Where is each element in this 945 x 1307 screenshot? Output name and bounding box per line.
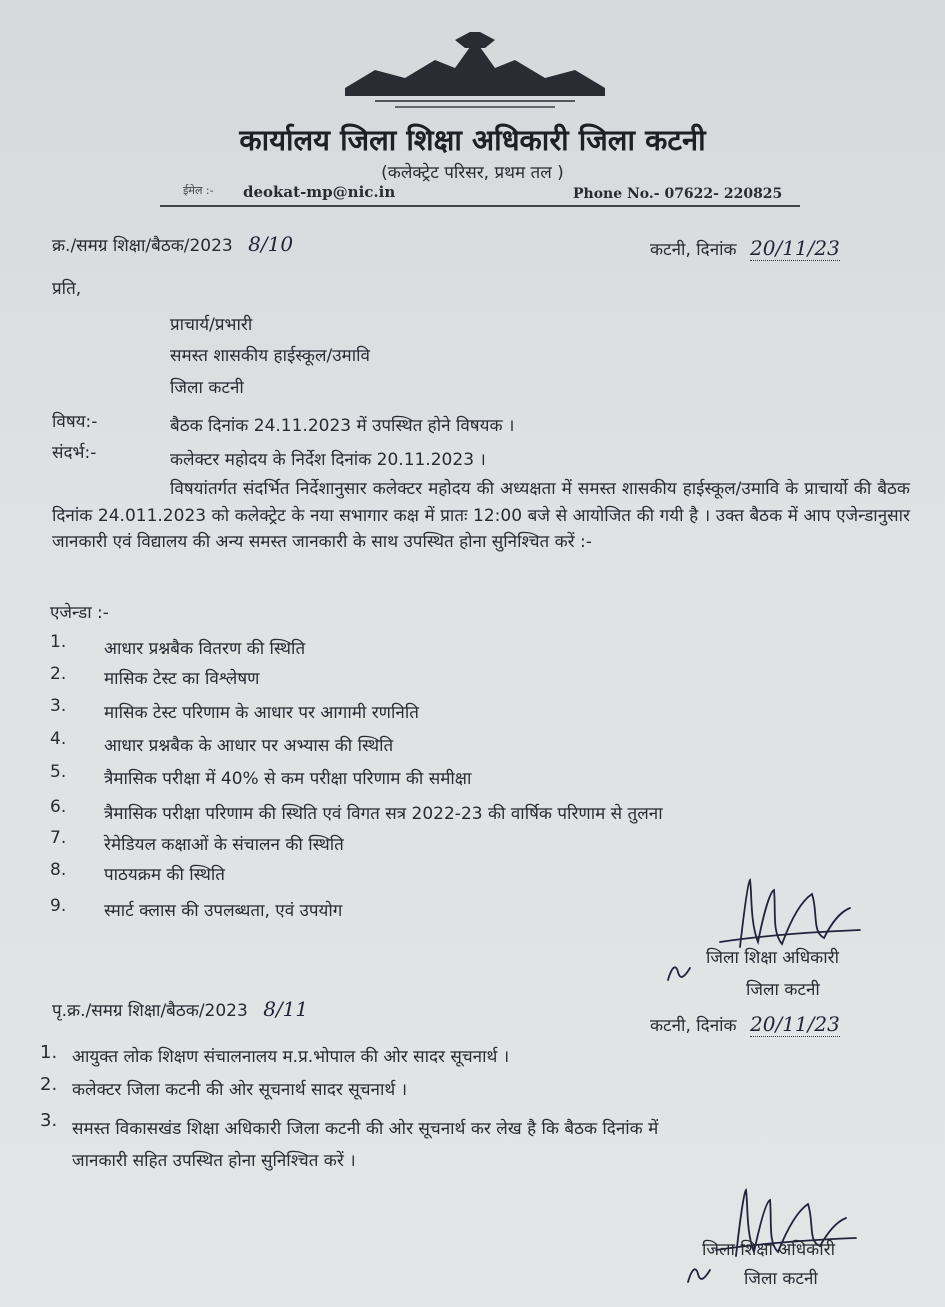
signatory-title-2: जिला शिक्षा अधिकारी: [702, 1240, 835, 1260]
agenda-item-text: आधार प्रश्नबैक वितरण की स्थिति: [104, 639, 306, 659]
copy-item-text: आयुक्त लोक शिक्षण संचालनालय म.प्र.भोपाल की ओर सादर सूचनार्थ ।: [72, 1047, 510, 1067]
initial-mark-2: [684, 1262, 714, 1286]
office-title: कार्यालय जिला शिक्षा अधिकारी जिला कटनी: [239, 123, 706, 157]
email-label: ईमेल :-: [183, 184, 214, 197]
copy-item-number: 2.: [40, 1074, 58, 1095]
reference-prefix: क्र./समग्र शिक्षा/बैठक/2023: [52, 236, 233, 256]
agenda-item-text: त्रैमासिक परीक्षा परिणाम की स्थिति एवं विगत सत्र 2022-23 की वार्षिक परिणाम से तुलना: [104, 804, 663, 824]
agenda-item-text: मासिक टेस्ट का विश्लेषण: [104, 669, 260, 689]
endorsement-date-handwritten: 20/11/23: [750, 1012, 840, 1036]
phone-number: Phone No.- 07622- 220825: [573, 186, 783, 202]
signatory-place-1: जिला कटनी: [746, 980, 820, 1000]
emblem-logo-icon: [335, 30, 615, 116]
date-label: कटनी, दिनांक: [650, 240, 737, 260]
copy-item-number: 1.: [40, 1042, 58, 1063]
copy-item-text-continued: जानकारी सहित उपस्थित होना सुनिश्चित करें ।: [72, 1151, 356, 1171]
agenda-item-number: 7.: [50, 828, 67, 848]
agenda-item-number: 2.: [50, 664, 67, 684]
addressee-line3: जिला कटनी: [170, 378, 244, 398]
signatory-place-2: जिला कटनी: [744, 1269, 818, 1289]
agenda-item-text: पाठयक्रम की स्थिति: [104, 865, 225, 885]
copy-item-text: समस्त विकासखंड शिक्षा अधिकारी जिला कटनी की ओर सूचनार्थ कर लेख है कि बैठक दिनांक में: [72, 1119, 659, 1139]
date-handwritten: 20/11/23: [750, 236, 840, 260]
endorsement-date: [650, 1012, 840, 1036]
context-text: कलेक्टर महोदय के निर्देश दिनांक 20.11.2023 ।: [170, 450, 486, 470]
agenda-item-text: त्रैमासिक परीक्षा में 40% से कम परीक्षा परिणाम की समीक्षा: [104, 769, 472, 789]
copy-item-number: 3.: [40, 1110, 58, 1131]
header-divider: [160, 205, 800, 207]
subject-label: विषय:-: [52, 412, 98, 432]
reference-number: [52, 232, 293, 256]
handwritten-signature-1: [700, 872, 870, 952]
email-address: deokat-mp@nic.in: [243, 183, 396, 201]
agenda-item-number: 5.: [50, 762, 67, 782]
copy-item-text: कलेक्टर जिला कटनी की ओर सूचनार्थ सादर सूचनार्थ ।: [72, 1080, 408, 1100]
reference-handwritten-number: 8/10: [248, 232, 294, 256]
agenda-item-number: 8.: [50, 860, 67, 880]
context-label: संदर्भ:-: [52, 443, 97, 463]
agenda-label: एजेन्डा :-: [50, 603, 109, 623]
endorsement-number: [52, 997, 308, 1021]
signatory-title-1: जिला शिक्षा अधिकारी: [706, 948, 839, 968]
to-label: प्रति,: [52, 279, 82, 299]
agenda-item-number: 1.: [50, 632, 67, 652]
reference-date: [650, 236, 840, 260]
endorsement-date-label: कटनी, दिनांक: [650, 1016, 737, 1036]
subject-text: बैठक दिनांक 24.11.2023 में उपस्थित होने विषयक ।: [170, 416, 515, 436]
addressee-line1: प्राचार्य/प्रभारी: [170, 315, 253, 335]
agenda-item-text: मासिक टेस्ट परिणाम के आधार पर आगामी रणनिति: [104, 703, 419, 723]
endorsement-prefix: पृ.क्र./समग्र शिक्षा/बैठक/2023: [52, 1001, 248, 1021]
endorsement-handwritten-number: 8/11: [263, 997, 309, 1021]
office-subtitle: (कलेक्ट्रेट परिसर, प्रथम तल ): [381, 163, 564, 183]
agenda-item-text: आधार प्रश्नबैक के आधार पर अभ्यास की स्थिति: [104, 736, 394, 756]
initial-mark-1: [664, 960, 694, 984]
body-paragraph: विषयांतर्गत संदर्भित निर्देशानुसार कलेक्टर महोदय की अध्यक्षता में समस्त शासकीय हाईस्कूल/उमावि के प्राचार्यो की बैठक दिनांक 24.011.2023 को कलेक्ट्रेट के नया सभागार कक्ष में प्रातः 12:00 बजे से आयोजित की गयी है । उक्त बैठक में आप एजेन्डानुसार जानकारी एवं विद्यालय की अन्य समस्त जानकारी के साथ उपस्थित होना सुनिश्चित करें :-: [52, 479, 910, 552]
addressee-line2: समस्त शासकीय हाईस्कूल/उमावि: [170, 346, 370, 366]
agenda-item-number: 6.: [50, 797, 67, 817]
agenda-item-text: रेमेडियल कक्षाओं के संचालन की स्थिति: [104, 835, 344, 855]
agenda-item-number: 3.: [50, 696, 67, 716]
agenda-item-number: 9.: [50, 896, 67, 916]
agenda-item-number: 4.: [50, 729, 67, 749]
agenda-item-text: स्मार्ट क्लास की उपलब्धता, एवं उपयोग: [104, 901, 343, 921]
